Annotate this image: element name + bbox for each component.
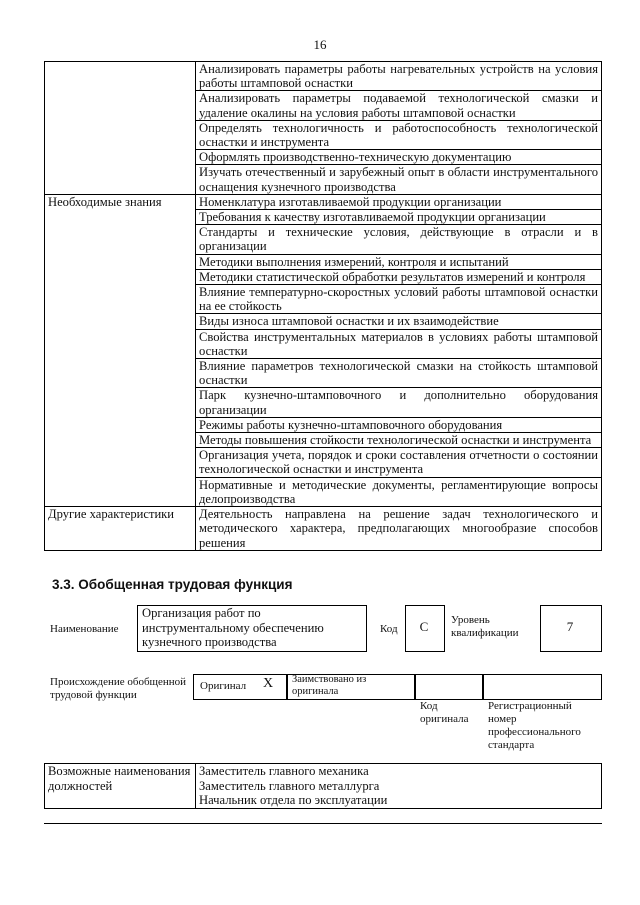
knowledge-row: Нормативные и методические документы, регламентирующие вопросы делопроизводства (196, 477, 602, 506)
origin-label: Происхождение обобщенной трудовой функции (50, 676, 187, 701)
knowledge-row: Стандарты и технические условия, действующие в отрасли и в организации (196, 225, 602, 254)
position-item: Начальник отдела по эксплуатации (199, 793, 388, 807)
skill-row: Анализировать параметры работы нагревательных устройств на условия работы штамповой оснастки (196, 62, 602, 91)
position-item: Заместитель главного металлурга (199, 778, 380, 793)
positions-label: Возможные наименования должностей (45, 764, 196, 809)
knowledge-row: Организация учета, порядок и сроки составления отчетности о состоянии технологической оснастки и инструмента (196, 448, 602, 477)
original-mark: X (263, 676, 274, 691)
level-value: 7 (566, 619, 574, 634)
borrowed-label: Заимствовано из оригинала (292, 674, 367, 697)
position-item: Заместитель главного механика (199, 764, 369, 778)
table-row (45, 62, 602, 91)
other-characteristics-label: Другие характеристики (45, 507, 196, 551)
name-label: Наименование (50, 623, 119, 635)
knowledge-row: Режимы работы кузнечно-штамповочного оборудования (196, 417, 602, 432)
code-original-box (414, 674, 484, 700)
skills-label-cell (45, 62, 196, 195)
other-characteristics-text: Деятельность направлена на решение задач технологического и методического характера, предполагающих многообразие способов решения (196, 507, 602, 551)
table-row (45, 764, 602, 809)
function-name-value: Организация работ по инструментальному обеспечению кузнечного производства (142, 606, 324, 649)
knowledge-row: Виды износа штамповой оснастки и их взаимодействие (196, 314, 602, 329)
positions-list (196, 764, 602, 809)
knowledge-label: Необходимые знания (45, 194, 196, 506)
divider (44, 823, 602, 824)
skill-row: Изучать отечественный и зарубежный опыт в области инструментального оснащения кузнечного производства (196, 165, 602, 194)
positions-table (44, 763, 602, 809)
skill-row: Оформлять производственно-техническую документацию (196, 150, 602, 165)
code-label: Код (380, 623, 398, 635)
code-original-caption: Код оригинала (420, 700, 469, 725)
table-row (45, 507, 602, 551)
table-row (45, 194, 602, 209)
reg-number-caption: Регистрационный номер профессионального стандарта (488, 700, 581, 751)
knowledge-row: Номенклатура изготавливаемой продукции организации (196, 194, 602, 209)
knowledge-row: Парк кузнечно-штамповочного и дополнительно оборудования организации (196, 388, 602, 417)
labor-function-table (44, 61, 602, 551)
original-label: Оригинал (200, 680, 247, 692)
code-value: C (419, 619, 429, 634)
knowledge-row: Требования к качеству изготавливаемой продукции организации (196, 210, 602, 225)
knowledge-row: Методики выполнения измерений, контроля и испытаний (196, 254, 602, 269)
knowledge-row: Влияние параметров технологической смазки на стойкость штамповой оснастки (196, 359, 602, 388)
skill-row: Анализировать параметры подаваемой технологической смазки и удаление окалины на условия работы штамповой оснастки (196, 91, 602, 120)
level-label: Уровень квалификации (451, 614, 519, 639)
skill-row: Определять технологичность и работоспособность технологической оснастки и инструмента (196, 120, 602, 149)
reg-number-box (482, 674, 602, 700)
knowledge-row: Методы повышения стойкости технологической оснастки и инструмента (196, 433, 602, 448)
page-number: 16 (313, 37, 327, 52)
section-heading: 3.3. Обобщенная трудовая функция (52, 577, 293, 592)
knowledge-row: Свойства инструментальных материалов в условиях работы штамповой оснастки (196, 329, 602, 358)
knowledge-row: Методики статистической обработки результатов измерений и контроля (196, 269, 602, 284)
knowledge-row: Влияние температурно-скоростных условий работы штамповой оснастки на ее стойкость (196, 285, 602, 314)
